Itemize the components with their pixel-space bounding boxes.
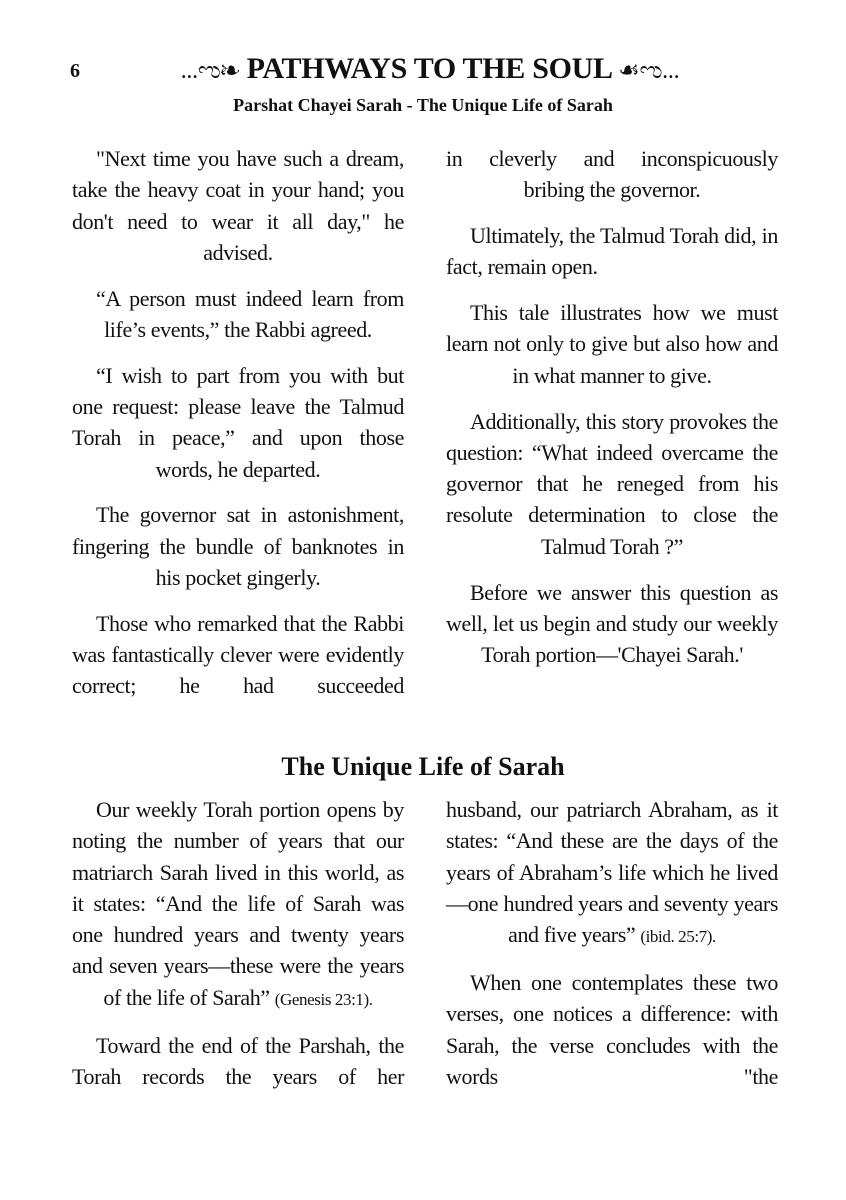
paragraph-text: Toward the end of the Parshah, the Torah records the years of her bbox=[72, 1032, 404, 1089]
page-number: 6 bbox=[70, 60, 80, 82]
paragraph: Ultimately, the Talmud Torah did, in fact, remain open. bbox=[446, 223, 778, 280]
paragraph: Those who remarked that the Rabbi was fantastically clever were evidently correct; he had succeeded bbox=[72, 610, 404, 699]
paragraph: “A person must indeed learn from life’s events,” the Rabbi agreed. bbox=[96, 285, 404, 342]
paragraph bbox=[72, 794, 404, 1015]
paragraph-text: husband, our patriarch Abraham, as it states: “And these are the days of the years of Abraham’s life which he lived—one hundred years and seventy years and five years” bbox=[446, 797, 778, 948]
paragraph bbox=[72, 1030, 404, 1093]
paragraph: This tale illustrates how we must learn not only to give but also how and in what manner to give. bbox=[446, 300, 778, 388]
section2-right-column bbox=[446, 794, 778, 1107]
section1-right-column bbox=[446, 143, 778, 685]
paragraph-text: Our weekly Torah portion opens by noting the number of years that our matriarch Sarah lived in this world, as it states: “And the life of Sarah was one hundred years and twenty years and seven years—these were the years of the life of Sarah” bbox=[72, 797, 404, 1010]
paragraph: The governor sat in astonishment, fingering the bundle of banknotes in his pocket gingerly. bbox=[72, 502, 404, 591]
paragraph bbox=[446, 967, 778, 1092]
citation: (Genesis 23:1). bbox=[274, 989, 373, 1009]
citation: (ibid. 25:7). bbox=[640, 927, 716, 947]
section1-left-column bbox=[72, 143, 404, 716]
ornament-right-icon: ☙ಌ... bbox=[618, 58, 680, 84]
paragraph: “I wish to part from you with but one request: please leave the Talmud Torah in peace,” and upon those words, he departed. bbox=[72, 362, 404, 482]
paragraph-text: When one contemplates these two verses, one notices a difference: with Sarah, the verse concludes with the words "the bbox=[446, 969, 778, 1089]
paragraph bbox=[446, 794, 778, 952]
paragraph: Before we answer this question as well, let us begin and study our weekly Torah portion—'Chayei Sarah.' bbox=[446, 579, 778, 668]
paragraph: in cleverly and inconspicuously bribing the governor. bbox=[446, 146, 778, 203]
section2-left-column bbox=[72, 794, 404, 1107]
running-subtitle: Parshat Chayei Sarah - The Unique Life of Sarah bbox=[233, 95, 613, 115]
running-title bbox=[130, 52, 730, 86]
paragraph: "Next time you have such a dream, take the heavy coat in your hand; you don't need to wear it all day," he advised. bbox=[72, 146, 404, 265]
section-heading: The Unique Life of Sarah bbox=[281, 752, 565, 781]
ornament-left-icon: ...ಌ❧ bbox=[180, 58, 240, 84]
book-title: PATHWAYS TO THE SOUL bbox=[246, 52, 612, 85]
paragraph: Additionally, this story provokes the question: “What indeed overcame the governor that he reneged from his resolute determination to close the Talmud Torah ?” bbox=[446, 408, 778, 559]
